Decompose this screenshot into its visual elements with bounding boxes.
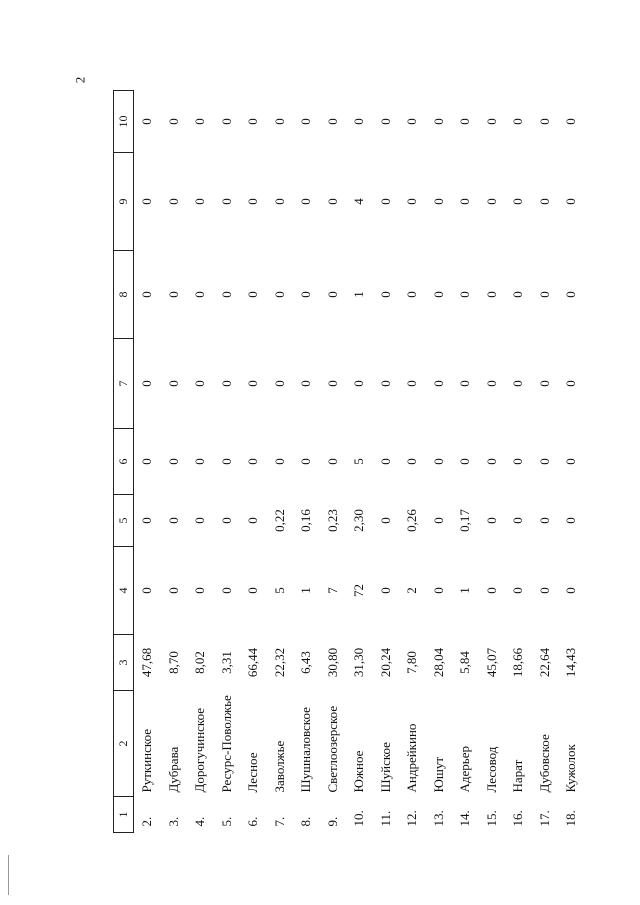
value-cell: 0 [510,198,526,205]
column-header: 10 [114,91,134,153]
value-cell: 5,84 [457,651,473,674]
value-cell: 8,70 [165,651,181,674]
value-cell: 20,24 [377,647,393,678]
value-cell: 0 [139,380,155,387]
table-row [558,91,585,833]
column-header: 1 [114,797,134,833]
value-cell: 0 [404,380,420,387]
table-row [479,91,506,833]
value-cell: 0 [245,458,261,465]
row-name-cell: Заволжье [271,740,287,793]
value-cell: 0 [510,587,526,594]
row-name-cell: Светлоозерское [324,705,340,793]
value-cell: 3,31 [218,651,234,674]
value-cell: 0 [430,118,446,125]
value-cell: 0 [298,380,314,387]
value-cell: 0 [139,198,155,205]
value-cell: 0 [483,458,499,465]
value-cell: 0 [192,587,208,594]
value-cell: 0 [271,198,287,205]
column-header: 4 [114,547,134,635]
value-cell: 0 [245,118,261,125]
column-header: 6 [114,429,134,495]
value-cell: 0 [563,118,579,125]
value-cell: 0 [298,458,314,465]
row-number-cell: 4. [192,816,208,827]
edge-mark [8,855,9,895]
value-cell: 0 [192,517,208,524]
value-cell: 0 [245,380,261,387]
value-cell: 0 [245,587,261,594]
value-cell: 0 [483,118,499,125]
row-name-cell: Шушналовское [298,707,314,793]
value-cell: 0 [192,458,208,465]
value-cell: 0 [510,458,526,465]
value-cell: 2 [404,587,420,594]
value-cell: 5 [271,587,287,594]
table-row [240,91,267,833]
column-header: 8 [114,251,134,339]
table-row [505,91,532,833]
table-row [373,91,400,833]
value-cell: 0,22 [271,509,287,532]
row-number-cell: 5. [218,816,234,827]
value-cell: 0 [218,587,234,594]
value-cell: 0 [192,291,208,298]
value-cell: 4 [351,198,367,205]
value-cell: 0 [563,458,579,465]
value-cell: 0 [192,198,208,205]
table-row [426,91,453,833]
row-name-cell: Лесовод [483,746,499,793]
value-cell: 31,30 [351,647,367,678]
value-cell: 0 [404,118,420,125]
value-cell: 0,17 [457,509,473,532]
table-row [452,91,479,833]
value-cell: 0 [377,291,393,298]
row-number-cell: 10. [351,810,367,827]
value-cell: 22,32 [271,647,287,678]
value-cell: 0 [377,458,393,465]
row-name-cell: Дубовское [536,734,552,793]
value-cell: 0 [139,587,155,594]
value-cell: 0 [483,380,499,387]
value-cell: 0 [165,118,181,125]
value-cell: 0 [165,198,181,205]
value-cell: 47,68 [139,647,155,678]
value-cell: 0 [563,291,579,298]
value-cell: 66,44 [245,647,261,678]
value-cell: 22,64 [536,647,552,678]
value-cell: 0 [536,517,552,524]
value-cell: 0 [218,291,234,298]
value-cell: 0 [536,380,552,387]
value-cell: 0 [483,517,499,524]
row-name-cell: Дорогучинское [192,707,208,793]
row-name-cell: Адерьер [457,746,473,793]
value-cell: 0 [324,198,340,205]
value-cell: 5 [351,458,367,465]
value-cell: 0 [457,380,473,387]
value-cell: 7,80 [404,651,420,674]
value-cell: 0 [483,291,499,298]
row-name-cell: Южное [351,750,367,793]
value-cell: 0 [377,587,393,594]
value-cell: 0 [563,587,579,594]
value-cell: 0 [298,118,314,125]
value-cell: 0,26 [404,509,420,532]
row-name-cell: Нарат [510,759,526,793]
table-row [399,91,426,833]
value-cell: 0 [510,517,526,524]
row-name-cell: Дубрава [165,746,181,793]
value-cell: 0,23 [324,509,340,532]
value-cell: 18,66 [510,647,526,678]
row-name-cell: Андрейкино [404,723,420,793]
column-header: 2 [114,691,134,797]
value-cell: 7 [324,587,340,594]
row-number-cell: 8. [298,816,314,827]
value-cell: 0 [536,587,552,594]
page-number: 2 [72,76,88,84]
table-header-row [114,91,134,833]
value-cell: 1 [457,587,473,594]
row-name-cell: Юшут [430,756,446,793]
value-cell: 0 [165,458,181,465]
value-cell: 0 [245,517,261,524]
table-row [187,91,214,833]
value-cell: 0 [510,380,526,387]
value-cell: 0 [536,118,552,125]
row-name-cell: Руткинское [139,729,155,793]
column-header: 5 [114,495,134,547]
row-name-cell: Ресурс-Поволжье [218,695,234,793]
value-cell: 0 [271,291,287,298]
value-cell: 30,80 [324,647,340,678]
value-cell: 0 [457,291,473,298]
value-cell: 0 [457,118,473,125]
value-cell: 0 [430,458,446,465]
value-cell: 0 [430,517,446,524]
value-cell: 0 [298,198,314,205]
row-name-cell: Шуйское [377,742,393,793]
value-cell: 0 [563,198,579,205]
rotated-table-container [113,91,579,833]
table-row [346,91,373,833]
table-row [267,91,294,833]
value-cell: 0 [271,380,287,387]
value-cell: 0 [139,118,155,125]
value-cell: 8,02 [192,651,208,674]
value-cell: 0 [245,291,261,298]
value-cell: 0 [298,291,314,298]
value-cell: 14,43 [563,647,579,678]
value-cell: 0 [430,380,446,387]
row-number-cell: 13. [430,810,446,827]
column-header: 7 [114,339,134,429]
value-cell: 0 [563,517,579,524]
table-row [134,91,161,833]
value-cell: 28,04 [430,647,446,678]
value-cell: 2,30 [351,509,367,532]
row-number-cell: 18. [563,810,579,827]
value-cell: 0 [245,198,261,205]
row-name-cell: Кужолок [563,744,579,793]
value-cell: 0 [483,198,499,205]
value-cell: 0 [351,380,367,387]
row-number-cell: 11. [377,810,393,827]
table-row [532,91,559,833]
value-cell: 0 [139,458,155,465]
value-cell: 0 [351,118,367,125]
value-cell: 0 [563,380,579,387]
row-number-cell: 14. [457,810,473,827]
row-number-cell: 16. [510,810,526,827]
value-cell: 0 [457,458,473,465]
data-table [113,90,585,833]
value-cell: 0 [218,380,234,387]
value-cell: 0 [430,291,446,298]
value-cell: 0 [192,118,208,125]
value-cell: 0 [218,517,234,524]
value-cell: 0 [536,458,552,465]
value-cell: 0 [510,118,526,125]
value-cell: 0 [165,380,181,387]
value-cell: 0 [139,517,155,524]
row-number-cell: 9. [324,816,340,827]
table-body [134,91,585,833]
row-name-cell: Лесное [245,752,261,793]
value-cell: 0 [430,198,446,205]
value-cell: 0 [218,198,234,205]
value-cell: 0 [510,291,526,298]
value-cell: 0 [430,587,446,594]
value-cell: 0 [218,458,234,465]
table-row [320,91,347,833]
value-cell: 0 [218,118,234,125]
value-cell: 0 [165,517,181,524]
value-cell: 0 [324,380,340,387]
value-cell: 0 [324,291,340,298]
value-cell: 0,16 [298,509,314,532]
value-cell: 0 [377,198,393,205]
table-row [293,91,320,833]
value-cell: 0 [536,291,552,298]
value-cell: 0 [139,291,155,298]
value-cell: 0 [271,458,287,465]
table-row [161,91,188,833]
value-cell: 72 [351,584,367,597]
row-number-cell: 2. [139,816,155,827]
value-cell: 0 [404,458,420,465]
value-cell: 0 [377,517,393,524]
table-row [214,91,241,833]
value-cell: 0 [165,291,181,298]
column-header: 3 [114,635,134,691]
value-cell: 0 [536,198,552,205]
row-number-cell: 3. [165,816,181,827]
column-header: 9 [114,153,134,251]
value-cell: 0 [457,198,473,205]
value-cell: 0 [165,587,181,594]
row-number-cell: 6. [245,816,261,827]
value-cell: 0 [377,118,393,125]
value-cell: 0 [483,587,499,594]
value-cell: 0 [192,380,208,387]
value-cell: 6,43 [298,651,314,674]
value-cell: 0 [324,118,340,125]
value-cell: 0 [404,291,420,298]
value-cell: 0 [271,118,287,125]
row-number-cell: 7. [271,816,287,827]
row-number-cell: 17. [536,810,552,827]
row-number-cell: 15. [483,810,499,827]
value-cell: 0 [324,458,340,465]
value-cell: 45,07 [483,647,499,678]
value-cell: 0 [377,380,393,387]
value-cell: 1 [351,291,367,298]
value-cell: 1 [298,587,314,594]
row-number-cell: 12. [404,810,420,827]
value-cell: 0 [404,198,420,205]
